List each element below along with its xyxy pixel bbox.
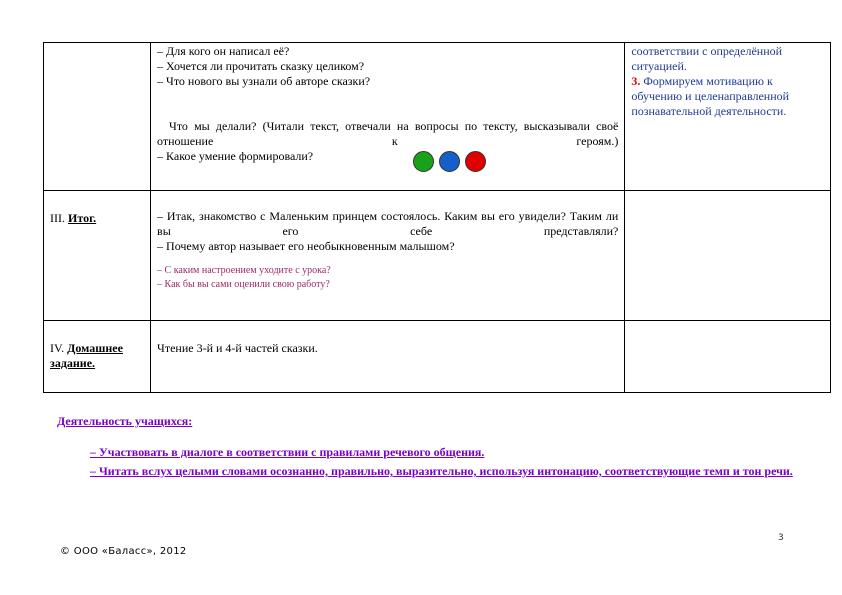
blue-circle-icon [439,151,460,172]
stage-cell [44,191,151,321]
question-line: – Что нового вы узнали об авторе сказки? [157,74,371,88]
lesson-table [43,42,831,393]
question-line: – Какое умение формировали? [157,149,314,163]
stage-cell [44,321,151,393]
table-row [44,191,831,321]
stage-cell [44,43,151,191]
student-activity [57,412,797,481]
content-cell [151,191,625,321]
red-circle-icon [465,151,486,172]
summary-paragraph: – Итак, знакомство с Маленьким принцем состоялось. Каким вы его увидели? Таким ли вы его себе представляли? [157,209,619,238]
content-cell [151,43,625,191]
circle-group [157,149,618,173]
notes-text: Формируем мотивацию к обучению и целенаправленной познавательной деятельности. [631,74,790,118]
page-number: 3 [778,533,784,543]
table-row [44,321,831,393]
summary-paragraph: Что мы делали? (Читали текст, отвечали на вопросы по тексту, высказывали своё отношение к героям.) [157,119,619,148]
notes-cell [625,43,831,191]
content-cell [151,321,625,393]
question-line: – Для кого он написал её? [157,44,290,58]
green-circle-icon [413,151,434,172]
question-line: – Хочется ли прочитать сказку целиком? [157,59,365,73]
notes-cell [625,191,831,321]
homework-line: Чтение 3-й и 4-й частей сказки. [157,341,318,355]
table-row [44,43,831,191]
reflection-question: – С каким настроением уходите с урока? [157,265,331,276]
stage-title: Итог. [68,211,97,225]
notes-cell [625,321,831,393]
question-line: – Почему автор называет его необыкновенным малышом? [157,239,455,253]
notes-number: 3. [631,74,641,88]
stage-number: III. [50,211,65,225]
stage-number: IV. [50,341,65,355]
activity-title: Деятельность учащихся: [57,414,193,428]
notes-text: соответствии с определённой ситуацией. [631,44,783,73]
activity-item: – Читать вслух целыми словами осознанно, правильно, выразительно, используя интонацию, соответствующие темп и тон речи. [90,464,793,478]
copyright-footer: © ООО «Баласс», 2012 [60,546,187,557]
activity-item: – Участвовать в диалоге в соответствии с правилами речевого общения. [90,445,485,459]
reflection-question: – Как бы вы сами оценили свою работу? [157,279,330,290]
stage-title: Домашнее задание. [50,341,123,370]
